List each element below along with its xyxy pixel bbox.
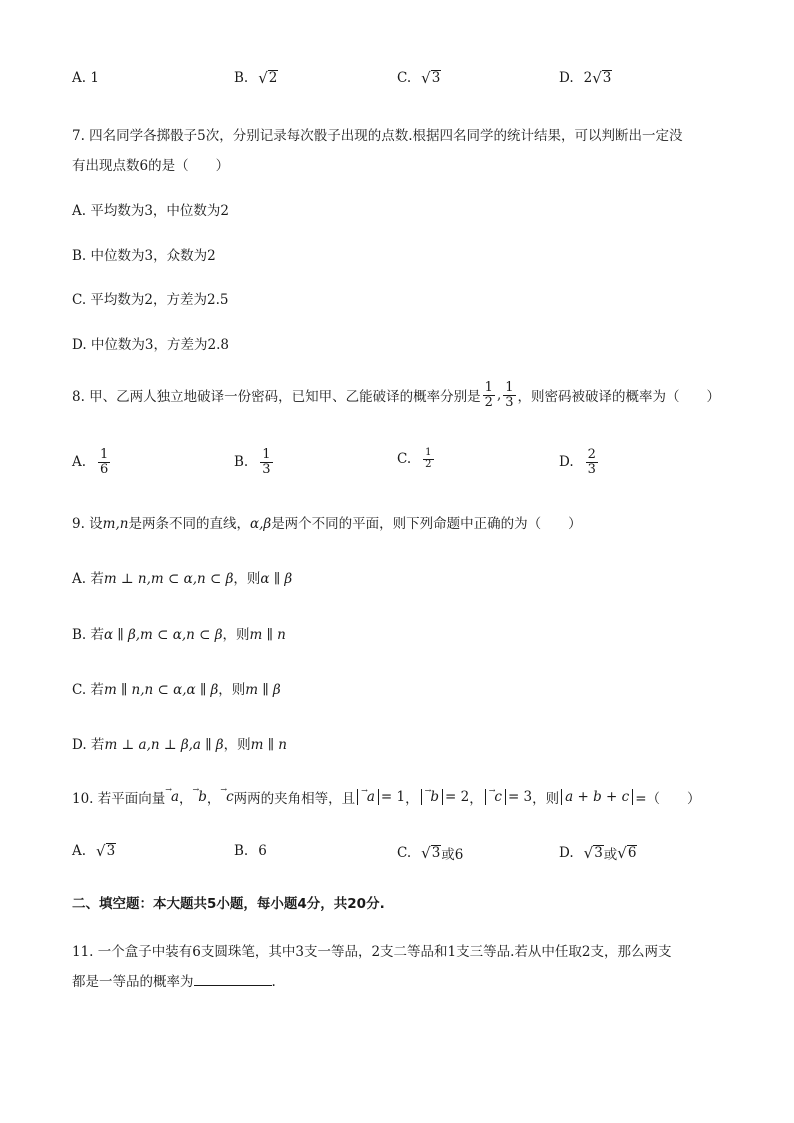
q7-stem-line1: 7. 四名同学各掷骰子5次，分别记录每次骰子出现的点数.根据四名同学的统计结果，可以判断出一定没 xyxy=(72,128,683,144)
fraction: $\frac{1}{2}$ xyxy=(425,447,432,470)
abs-value: →a xyxy=(357,789,379,805)
fraction: $\frac{1}{3}$ xyxy=(262,447,271,477)
q10-stem: 10. 若平面向量 → a ， → b ， → c 两两的夹角相等，且 →a = 1 ， →b = 2 ， →c = 3 ，则 a + b + c =（ ） xyxy=(72,784,701,807)
q6-option-c: C. √ 3 xyxy=(397,68,441,87)
q8-stem: 8. 甲、乙两人独立地破译一份密码，已知甲、乙能破译的概率分别是 $\frac{1}{2}$ , $\frac{1}{3}$ ，则密码被破译的概率为（ ） xyxy=(72,380,721,410)
vector-arrow-icon: → xyxy=(165,784,172,794)
fraction: $\frac{1}{3}$ xyxy=(505,380,514,410)
q7-option-b: B. 中位数为3，众数为2 xyxy=(72,248,216,264)
q8-option-d: D. $\frac{2}{3}$ xyxy=(559,447,596,477)
q8-option-a: A. $\frac{1}{6}$ xyxy=(72,447,109,477)
vector-arrow-icon: → xyxy=(361,786,368,795)
q9-option-d: D. 若m ⊥ a,n ⊥ β,a ∥ β，则m ∥ n xyxy=(72,737,287,753)
fraction: $\frac{2}{3}$ xyxy=(587,447,596,477)
q6-option-b: B. √ 2 xyxy=(234,68,278,87)
q10-option-a: A. √ 3 xyxy=(72,841,116,860)
sqrt-expression: √ 3 xyxy=(583,843,603,862)
sqrt-expression: √ 3 xyxy=(421,68,441,87)
q7-option-c: C. 平均数为2，方差为2.5 xyxy=(72,292,229,308)
section-heading: 二、填空题：本大题共5小题，每小题4分，共20分. xyxy=(72,896,385,912)
q6-options xyxy=(72,70,732,100)
abs-value: →b xyxy=(421,789,443,805)
q9-option-c: C. 若m ∥ n,n ⊂ α,α ∥ β，则m ∥ β xyxy=(72,682,281,698)
q6-option-d: D. 2 √ 3 xyxy=(559,68,612,87)
q9-option-b: B. 若α ∥ β,m ⊂ α,n ⊂ β，则m ∥ n xyxy=(72,627,286,643)
fraction: $\frac{1}{2}$ xyxy=(484,380,493,410)
answer-blank[interactable] xyxy=(194,973,272,986)
abs-value-sum: a + b + c xyxy=(561,789,633,805)
q10-option-d: D. √ 3 或 √ 6 xyxy=(559,843,637,863)
q9-stem: 9. 设m,n是两条不同的直线，α,β是两个不同的平面，则下列命题中正确的为（ ） xyxy=(72,516,582,532)
sqrt-expression: √ 3 xyxy=(96,841,116,860)
vector-arrow-icon: → xyxy=(220,784,228,794)
q7-option-d: D. 中位数为3，方差为2.8 xyxy=(72,337,229,353)
q10-option-b: B. 6 xyxy=(234,843,267,859)
vector-arrow-icon: → xyxy=(488,786,496,795)
q11-stem-line2: 都是一等品的概率为 . xyxy=(72,974,276,990)
sqrt-expression: √ 6 xyxy=(617,843,637,862)
sqrt-expression: √ 3 xyxy=(421,843,441,862)
q11-stem-line1: 11. 一个盒子中装有6支圆珠笔，其中3支一等品，2支二等品和1支三等品.若从中任取2支，那么两支 xyxy=(72,944,672,960)
q8-options xyxy=(72,448,732,488)
vector-arrow-icon: → xyxy=(424,786,432,795)
q9-option-a: A. 若m ⊥ n,m ⊂ α,n ⊂ β，则α ∥ β xyxy=(72,571,293,587)
fraction: $\frac{1}{6}$ xyxy=(100,447,109,477)
q10-option-c: C. √ 3 或6 xyxy=(397,843,464,863)
sqrt-expression: √ 2 xyxy=(258,68,278,87)
q10-options xyxy=(72,843,732,873)
q7-stem-line2: 有出现点数6的是（ ） xyxy=(72,158,230,174)
q7-option-a: A. 平均数为3，中位数为2 xyxy=(72,203,230,219)
sqrt-expression: √ 3 xyxy=(592,68,612,87)
q8-option-c: C. $\frac{1}{2}$ xyxy=(397,447,432,470)
q6-option-a: A. 1 xyxy=(72,70,99,86)
vector-arrow-icon: → xyxy=(192,784,200,794)
abs-value: →c xyxy=(485,789,506,805)
q8-option-b: B. $\frac{1}{3}$ xyxy=(234,447,271,477)
